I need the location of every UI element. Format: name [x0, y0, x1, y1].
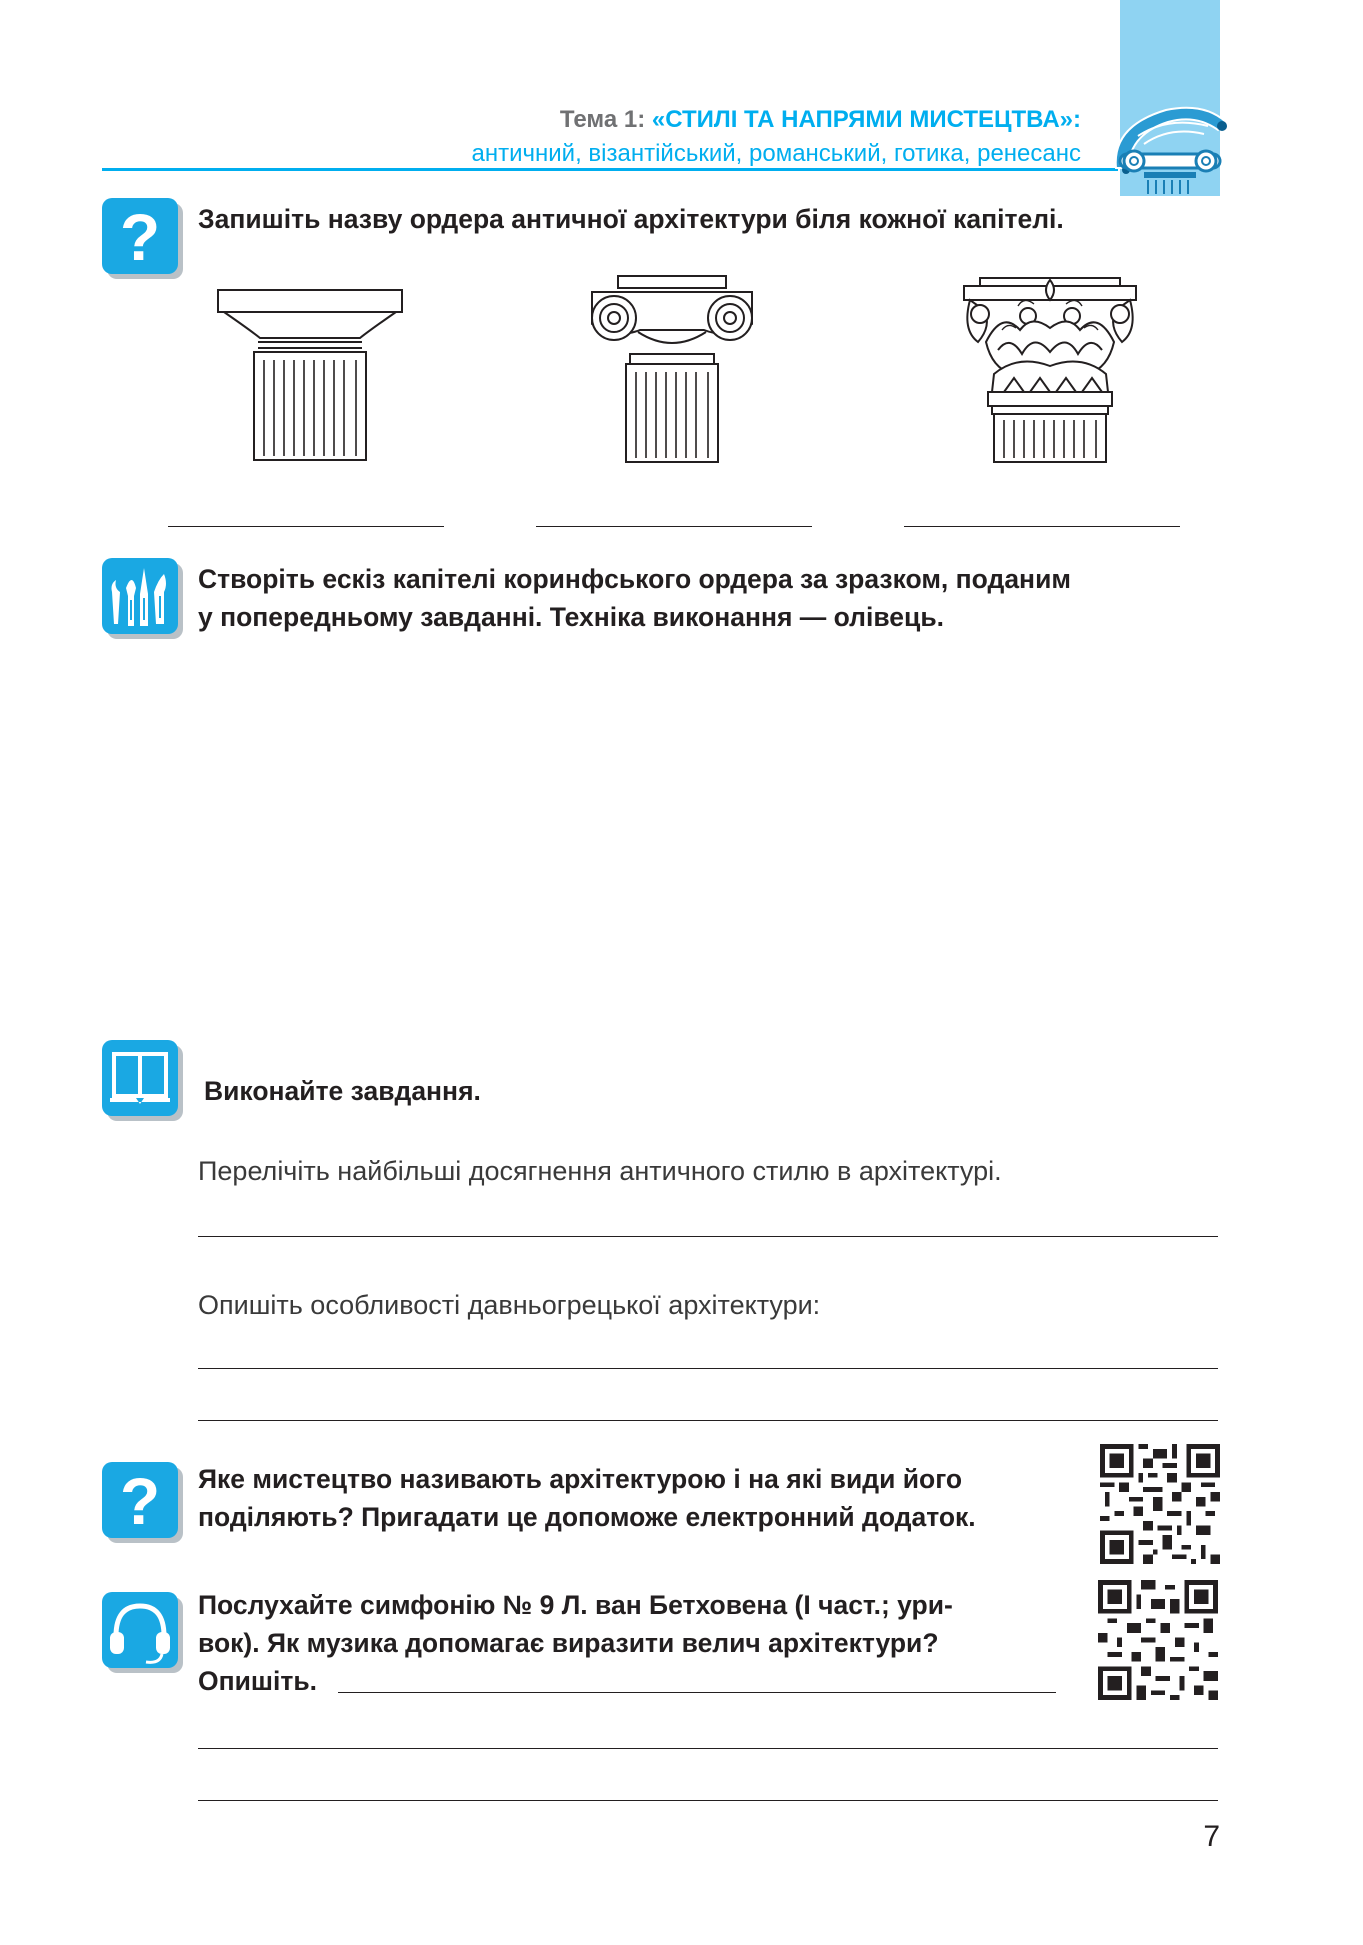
answer-line-task5b[interactable] [198, 1800, 1218, 1801]
task5-text-line1: Послухайте симфонію № 9 Л. ван Бетховена (І част.; ури- [198, 1590, 953, 1620]
answer-line-q2b[interactable] [198, 1420, 1218, 1421]
answer-line-doric[interactable] [168, 526, 444, 527]
sketch-area[interactable] [198, 650, 1218, 1010]
topic-subtitle: античний, візантійський, романський, готика, ренесанс [471, 140, 1081, 167]
task2-text-line2: у попередньому завданні. Техніка виконання — олівець. [198, 602, 944, 632]
header-rule [102, 168, 1118, 171]
task3-book-icon [102, 1040, 178, 1116]
task1-text: Запишіть назву ордера античної архітектури біля кожної капітелі. [198, 204, 1064, 234]
task4-text-line2: поділяють? Пригадати це допоможе електронний додаток. [198, 1502, 976, 1532]
answer-line-task5-inline[interactable] [338, 1692, 1056, 1693]
task2-art-tools-icon [102, 558, 178, 634]
topic-label: Тема 1: [559, 106, 646, 133]
answer-line-ionic[interactable] [536, 526, 812, 527]
answer-line-q1[interactable] [198, 1236, 1218, 1237]
task1-question-icon [102, 198, 178, 274]
task5-headphones-icon [102, 1592, 178, 1668]
task4-question-icon [102, 1462, 178, 1538]
topic-heading [560, 106, 1081, 134]
task5-text-line2: вок). Як музика допомагає виразити велич архітектури? [198, 1628, 939, 1658]
ionic-capital-emblem-icon [1108, 96, 1234, 196]
qr-code-1[interactable] [1100, 1444, 1220, 1564]
task3-question1: Перелічіть найбільші досягнення античного стилю в архітектурі. [198, 1156, 1002, 1186]
doric-capital-image [210, 280, 410, 466]
corinthian-capital-image [958, 270, 1142, 466]
task3-heading: Виконайте завдання. [204, 1076, 481, 1106]
topic-title: «СТИЛІ ТА НАПРЯМИ МИСТЕЦТВА»: [651, 106, 1081, 133]
page-number: 7 [1203, 1820, 1220, 1853]
answer-line-corinthian[interactable] [904, 526, 1180, 527]
task4-text-line1: Яке мистецтво називають архітектурою і на які види його [198, 1464, 963, 1494]
task3-question2: Опишіть особливості давньогрецької архітектури: [198, 1290, 821, 1320]
task2-text-line1: Створіть ескіз капітелі коринфського ордера за зразком, поданим [198, 564, 1071, 594]
ionic-capital-image [580, 270, 764, 466]
svg-text:?: ? [119, 1464, 161, 1538]
qr-code-2[interactable] [1098, 1580, 1218, 1700]
task5-text-line3: Опишіть. [198, 1666, 317, 1696]
answer-line-task5a[interactable] [198, 1748, 1218, 1749]
svg-text:?: ? [119, 200, 161, 274]
answer-line-q2a[interactable] [198, 1368, 1218, 1369]
